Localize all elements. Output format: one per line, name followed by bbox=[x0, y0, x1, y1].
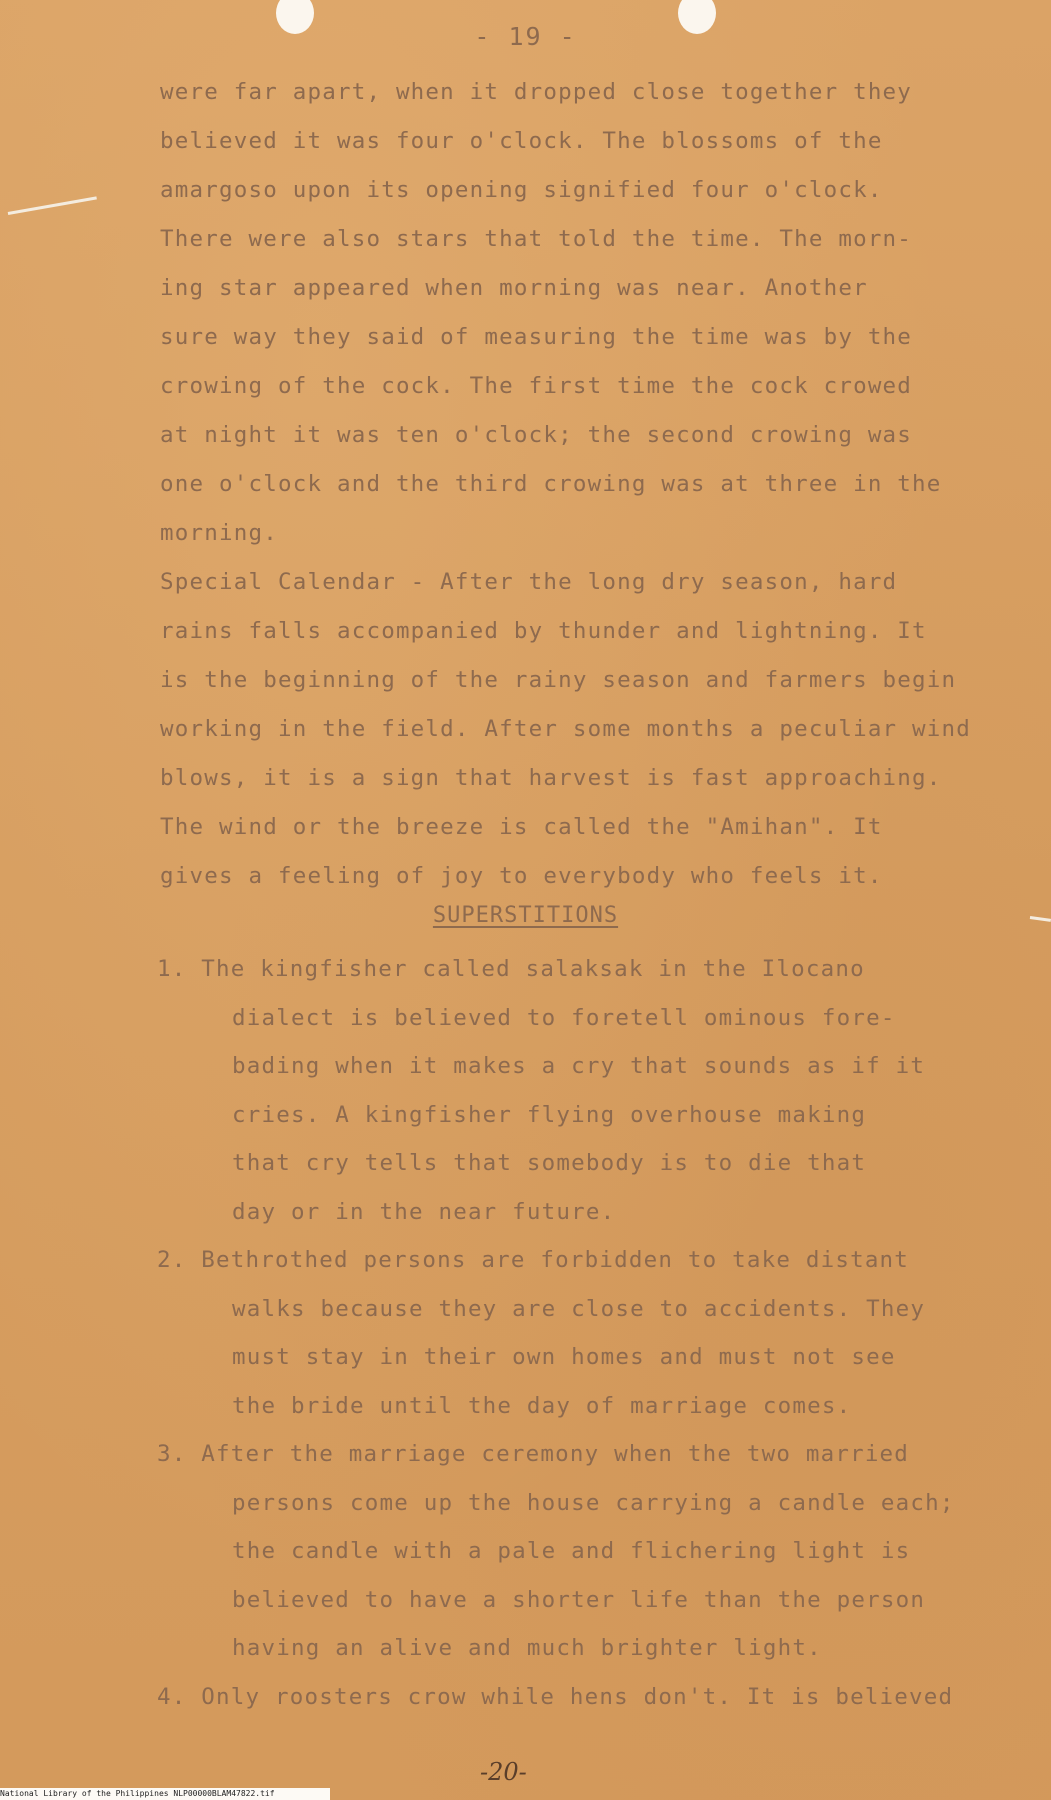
list-item-line: 1. The kingfisher called salaksak in the Ilocano bbox=[157, 956, 865, 982]
list-item-line: must stay in their own homes and must not see bbox=[232, 1344, 896, 1370]
list-item-line: believed to have a shorter life than the person bbox=[232, 1586, 926, 1613]
text-line: rains falls accompanied by thunder and lightning. It bbox=[160, 618, 927, 644]
paragraph bbox=[160, 68, 1010, 901]
list-item-line: 2. Bethrothed persons are forbidden to take distant bbox=[157, 1247, 910, 1273]
list-item-line: dialect is believed to foretell ominous fore- bbox=[232, 1004, 896, 1031]
text-line: morning. bbox=[160, 520, 278, 546]
list-item-line: that cry tells that somebody is to die that bbox=[232, 1150, 867, 1176]
list-item-line: day or in the near future. bbox=[232, 1198, 616, 1225]
list-item-line: persons come up the house carrying a candle each; bbox=[232, 1489, 955, 1516]
text-line: There were also stars that told the time. The morn- bbox=[160, 226, 913, 252]
text-line: is the beginning of the rainy season and farmers begin bbox=[160, 667, 957, 693]
paper-tear-mark bbox=[8, 196, 97, 215]
text-line: crowing of the cock. The first time the cock crowed bbox=[160, 373, 913, 399]
text-line: believed it was four o'clock. The blossoms of the bbox=[160, 128, 883, 154]
text-line: gives a feeling of joy to everybody who feels it. bbox=[160, 863, 883, 889]
list-item-line: 3. After the marriage ceremony when the two married bbox=[157, 1441, 910, 1467]
text-line: blows, it is a sign that harvest is fast approaching. bbox=[160, 765, 942, 791]
text-line: working in the field. After some months a peculiar wind bbox=[160, 716, 972, 742]
list-item-line: cries. A kingfisher flying overhouse making bbox=[232, 1101, 867, 1128]
list-item bbox=[157, 1236, 1027, 1430]
list-item bbox=[157, 1430, 1027, 1673]
text-line: ing star appeared when morning was near. Another bbox=[160, 275, 868, 301]
list-item bbox=[157, 945, 1027, 1236]
handwritten-page-mark: -20- bbox=[480, 1758, 527, 1786]
text-line: The wind or the breeze is called the "Amihan". It bbox=[160, 814, 883, 840]
list-item-line: bading when it makes a cry that sounds as if it bbox=[232, 1053, 926, 1079]
text-line: one o'clock and the third crowing was at three in the bbox=[160, 471, 942, 497]
list-item-line: 4. Only roosters crow while hens don't. It is believed bbox=[157, 1683, 954, 1710]
section-heading: SUPERSTITIONS bbox=[432, 903, 619, 928]
archive-footer-label: National Library of the Philippines NLP00000BLAM47822.tif bbox=[0, 1788, 330, 1800]
list-item bbox=[157, 1673, 1027, 1722]
list-item-line: walks because they are close to accidents. They bbox=[232, 1295, 926, 1322]
text-line: amargoso upon its opening signified four o'clock. bbox=[160, 177, 883, 203]
text-line: were far apart, when it dropped close together they bbox=[160, 79, 913, 105]
list-item-line: the bride until the day of marriage comes. bbox=[232, 1392, 852, 1419]
text-line: at night it was ten o'clock; the second crowing was bbox=[160, 422, 913, 448]
list-item-line: having an alive and much brighter light. bbox=[232, 1635, 822, 1661]
list-item-line: the candle with a pale and flichering light is bbox=[232, 1538, 911, 1564]
text-line: sure way they said of measuring the time was by the bbox=[160, 324, 913, 350]
special-calendar-line: Special Calendar - After the long dry season, hard bbox=[160, 569, 898, 595]
page-number: - 19 - bbox=[474, 22, 577, 51]
superstitions-list bbox=[157, 945, 1027, 1721]
